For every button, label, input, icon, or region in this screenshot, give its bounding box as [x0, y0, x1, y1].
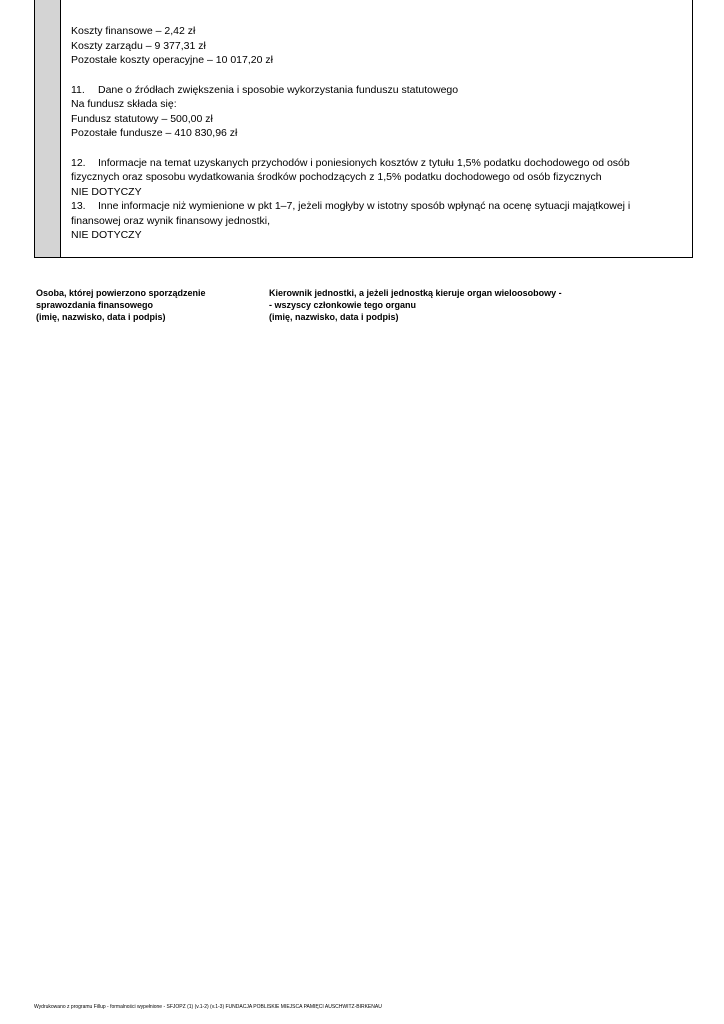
item-12-number: 12. — [71, 156, 86, 169]
item-13-number: 13. — [71, 200, 86, 212]
signature-preparer — [36, 287, 266, 323]
fund-statutory: Fundusz statutowy – 500,00 zł — [71, 112, 213, 125]
item-11-heading — [71, 83, 681, 98]
signature-head-line-2: - wszyscy członkowie tego organu — [269, 300, 417, 310]
cost-other-operating: Pozostałe koszty operacyjne – 10 017,20 zł — [71, 54, 273, 66]
signature-preparer-line-3: (imię, nazwisko, data i podpis) — [36, 312, 166, 322]
signature-head — [269, 287, 629, 323]
item-11-intro: Na fundusz składa się: — [71, 98, 177, 110]
signature-preparer-line-2: sprawozdania finansowego — [36, 300, 154, 310]
notes-table — [34, 0, 693, 258]
margin-column — [35, 0, 61, 257]
cost-finance: Koszty finansowe – 2,42 zł — [71, 25, 196, 37]
print-footer: Wydrukowano z programu Fillup - formalności wypełnione - SFJOPZ (1) (v.1-2) (v.1-3) FUNDACJA POBLISKIE MIEJSCA PAMIĘCI AUSCHWITZ-BIRKENAU — [34, 1004, 382, 1010]
item-12-answer: NIE DOTYCZY — [71, 185, 142, 198]
signature-head-line-3: (imię, nazwisko, data i podpis) — [269, 312, 399, 322]
item-11-title: Dane o źródłach zwiększenia i sposobie wykorzystania funduszu statutowego — [98, 83, 459, 96]
item-13-title: Inne informacje niż wymienione w pkt 1–7, jeżeli mogłyby w istotny sposób wpłynąć na ocenę sytuacji majątkowej i finansowej oraz wynik finansowy jednostki, — [71, 200, 631, 227]
item-12-title: Informacje na temat uzyskanych przychodów i poniesionych kosztów z tytułu 1,5% podatku dochodowego od osób fizycznych oraz sposobu wydatkowania środków pochodzących z 1,5% podatku dochodowego od osób fizycznych — [71, 156, 630, 183]
cost-admin: Koszty zarządu – 9 377,31 zł — [71, 39, 206, 52]
signature-preparer-line-1: Osoba, której powierzono sporządzenie — [36, 288, 206, 298]
item-11-number: 11. — [71, 83, 85, 96]
signature-head-line-1: Kierownik jednostki, a jeżeli jednostką kieruje organ wieloosobowy - — [269, 288, 562, 298]
notes-content — [71, 24, 681, 243]
item-13-answer: NIE DOTYCZY — [71, 229, 142, 241]
item-13-heading — [71, 199, 681, 228]
fund-other: Pozostałe fundusze – 410 830,96 zł — [71, 127, 238, 139]
item-12-heading — [71, 156, 681, 185]
